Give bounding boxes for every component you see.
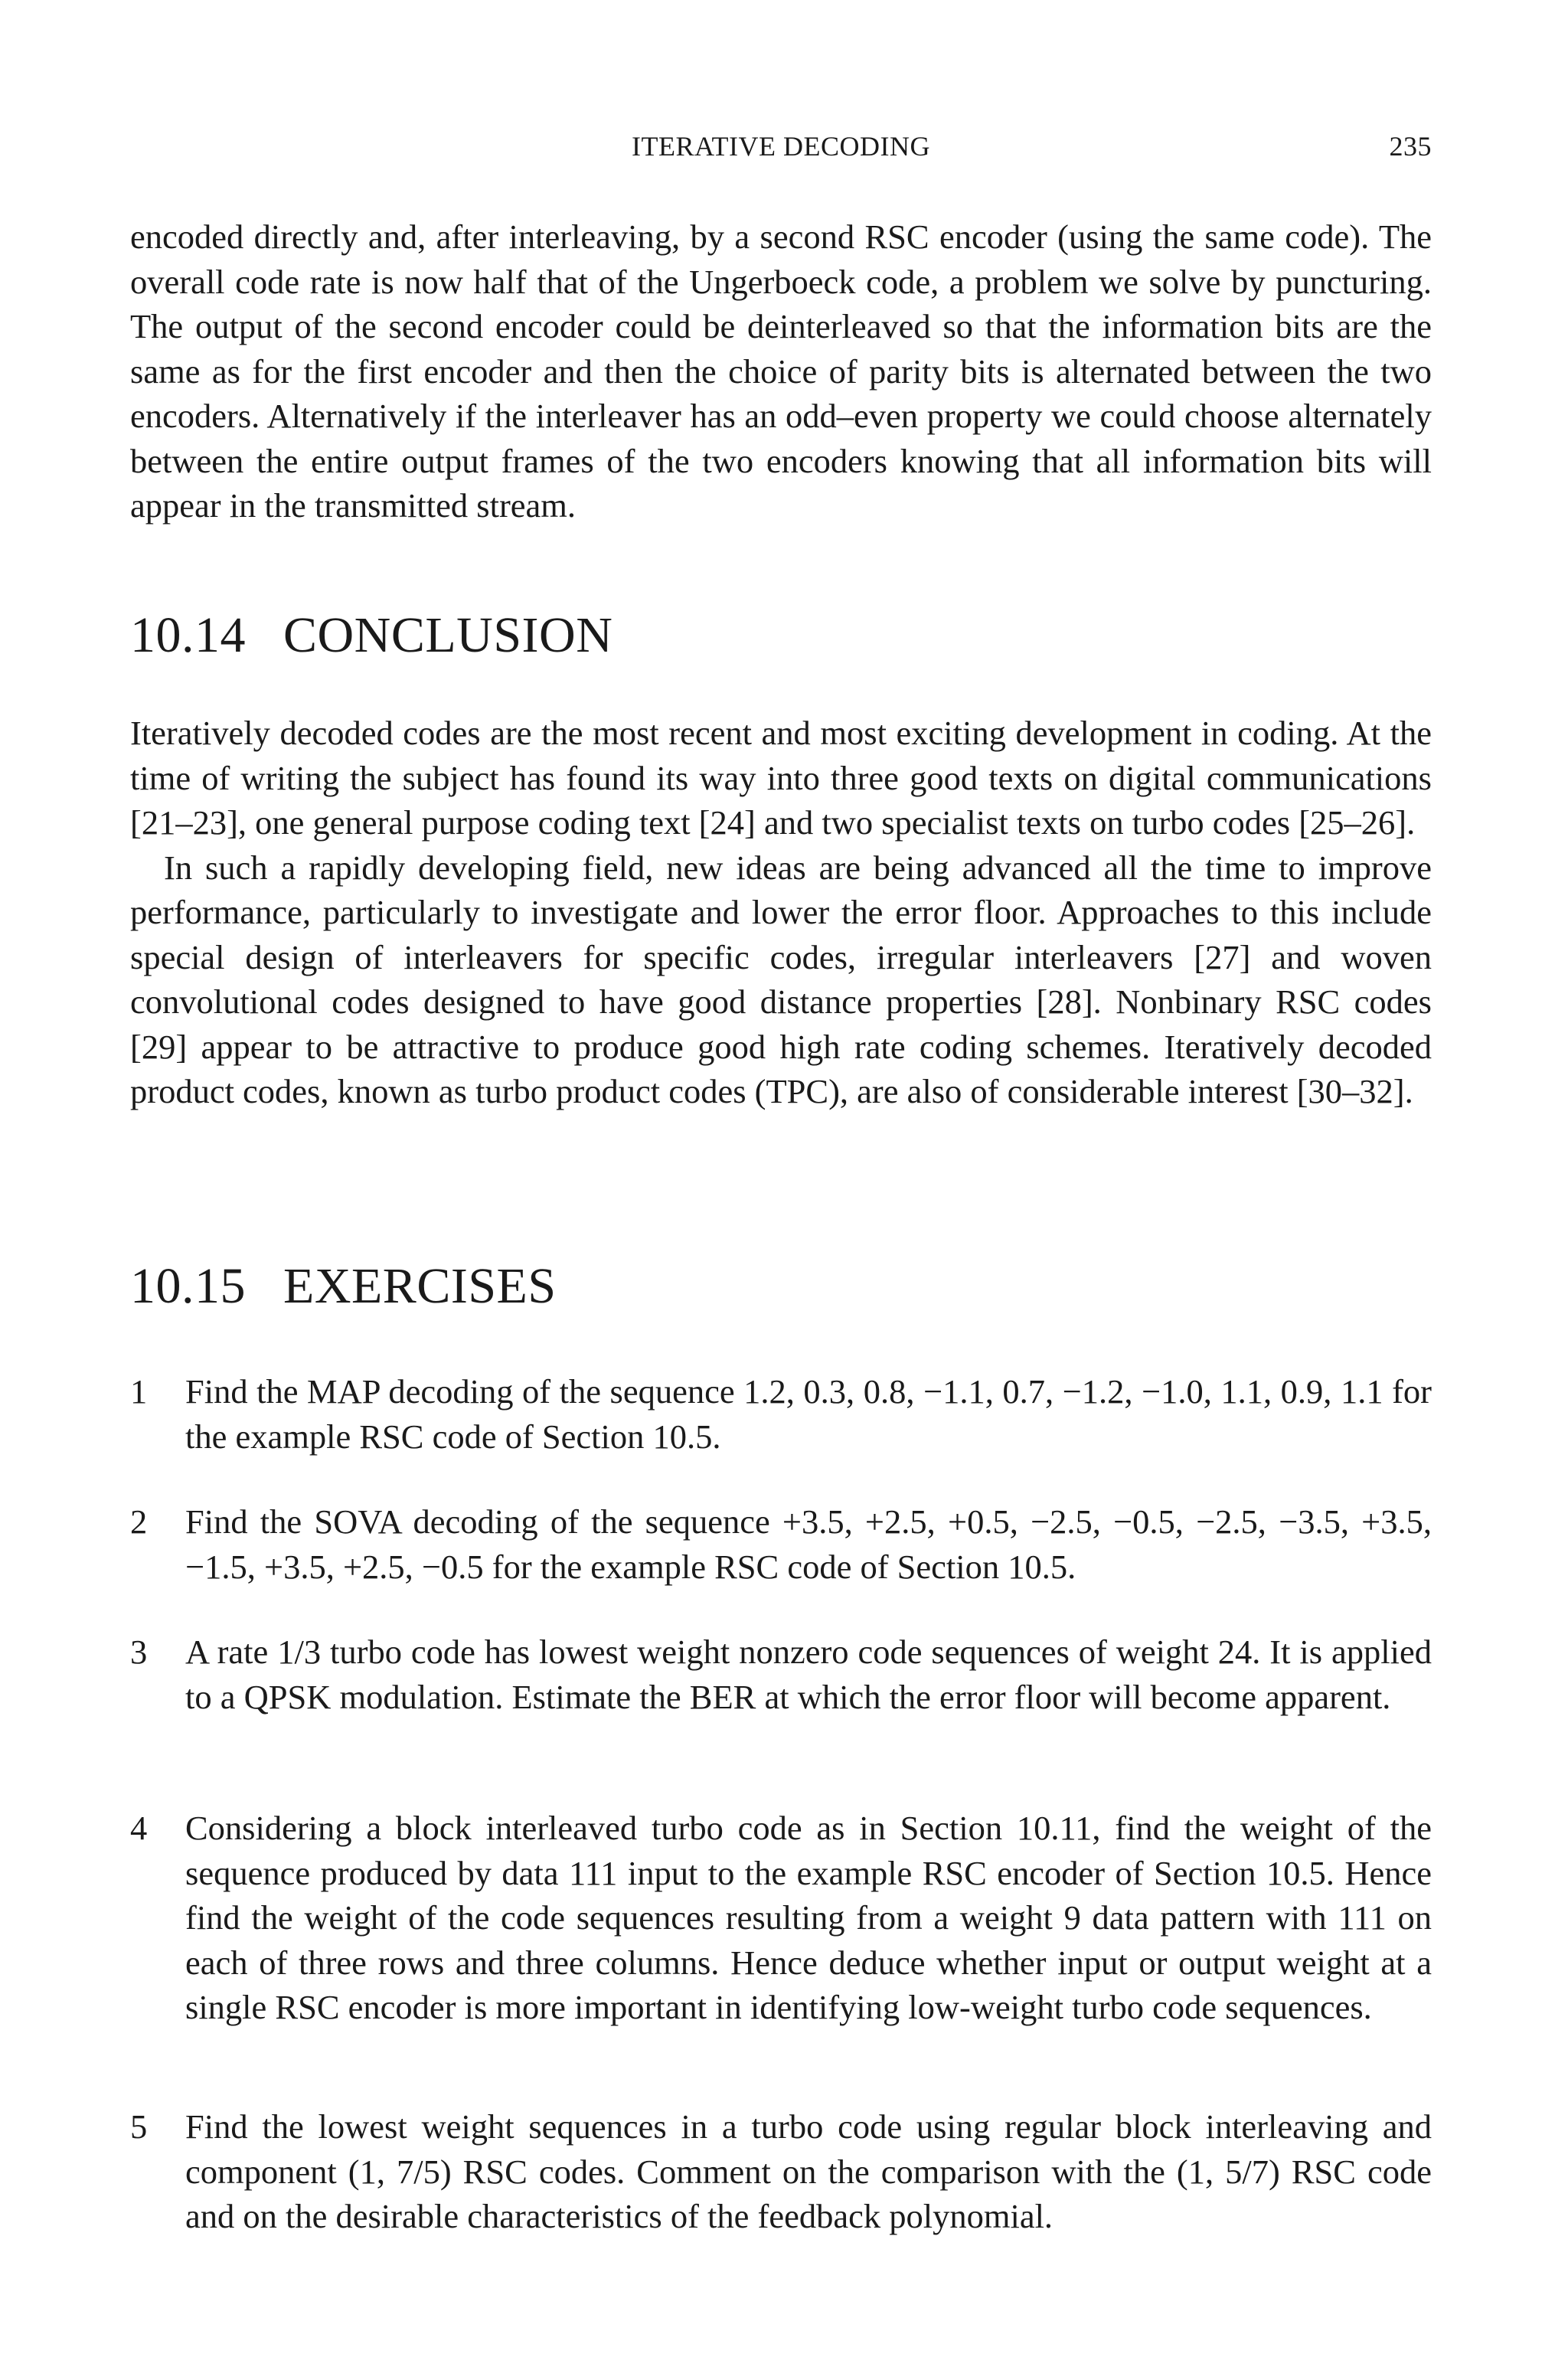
- exercises-heading: [130, 1256, 1432, 1317]
- running-head: [130, 130, 1432, 168]
- exercise-item: [130, 1499, 1432, 1589]
- section-title: CONCLUSION: [283, 607, 613, 663]
- running-title: ITERATIVE DECODING: [632, 131, 930, 162]
- conclusion-body: [130, 711, 1432, 1114]
- exercise-item: [130, 1630, 1432, 1719]
- exercise-text: Considering a block interleaved turbo code as in Section 10.11, find the weight of the sequence produced by data 111 input to the example RSC encoder of Section 10.5. Hence find the weight of the code sequences resulting from a weight 9 data pattern with 111 on each of three rows and three columns. Hence deduce whether input or output weight at a single RSC encoder is more important in identifying low-weight turbo code sequences.: [185, 1809, 1432, 2026]
- section-heading: [130, 1256, 1432, 1317]
- exercise-item: [130, 1369, 1432, 1459]
- exercise-text: Find the MAP decoding of the sequence 1.2, 0.3, 0.8, −1.1, 0.7, −1.2, −1.0, 1.1, 0.9, 1.1 for the example RSC code of Section 10.5.: [185, 1372, 1432, 1456]
- intro-block: [130, 214, 1432, 528]
- exercise-item: [130, 1806, 1432, 2030]
- exercise-text: Find the lowest weight sequences in a turbo code using regular block interleaving and component (1, 7/5) RSC codes. Comment on the comparison with the (1, 5/7) RSC code and on the desirable characteristics of the feedback polynomial.: [185, 2107, 1432, 2235]
- section-number: 10.15: [130, 1258, 246, 1314]
- exercise-number: 3: [130, 1633, 148, 1671]
- intro-paragraph: encoded directly and, after interleaving, by a second RSC encoder (using the same code). The overall code rate is now half that of the Ungerboeck code, a problem we solve by puncturing. The output of the second encoder could be deinterleaved so that the information bits are the same as for the first encoder and then the choice of parity bits is alternated between the two encoders. Alternatively if the interleaver has an odd–even property we could choose alternately between the entire output frames of the two encoders knowing that all information bits will appear in the transmitted stream.: [130, 217, 1432, 525]
- exercise-number: 1: [130, 1372, 148, 1411]
- exercise-text: A rate 1/3 turbo code has lowest weight nonzero code sequences of weight 24. It is applied to a QPSK modulation. Estimate the BER at which the error floor will become apparent.: [185, 1633, 1432, 1716]
- conclusion-paragraph: Iteratively decoded codes are the most recent and most exciting development in coding. At the time of writing the subject has found its way into three good texts on digital communications [21–23], one general purpose coding text [24] and two specialist texts on turbo codes [25–26].: [130, 714, 1432, 842]
- section-title: EXERCISES: [283, 1258, 557, 1314]
- page-number: 235: [1389, 131, 1432, 162]
- exercise-number: 2: [130, 1502, 148, 1541]
- section-heading: [130, 605, 1432, 666]
- exercise-number: 5: [130, 2107, 148, 2146]
- exercise-text: Find the SOVA decoding of the sequence +3.5, +2.5, +0.5, −2.5, −0.5, −2.5, −3.5, +3.5, −1.5, +3.5, +2.5, −0.5 for the example RSC code of Section 10.5.: [185, 1502, 1432, 1586]
- section-number: 10.14: [130, 607, 246, 663]
- conclusion-paragraph: In such a rapidly developing field, new ideas are being advanced all the time to improve performance, particularly to investigate and lower the error floor. Approaches to this include special design of interleavers for specific codes, irregular interleavers [27] and woven convolutional codes designed to have good distance properties [28]. Nonbinary RSC codes [29] appear to be attractive to produce good high rate coding schemes. Iteratively decoded product codes, known as turbo product codes (TPC), are also of considerable interest [30–32].: [130, 848, 1432, 1110]
- conclusion-heading: [130, 605, 1432, 666]
- exercise-number: 4: [130, 1809, 148, 1847]
- exercise-item: [130, 2104, 1432, 2239]
